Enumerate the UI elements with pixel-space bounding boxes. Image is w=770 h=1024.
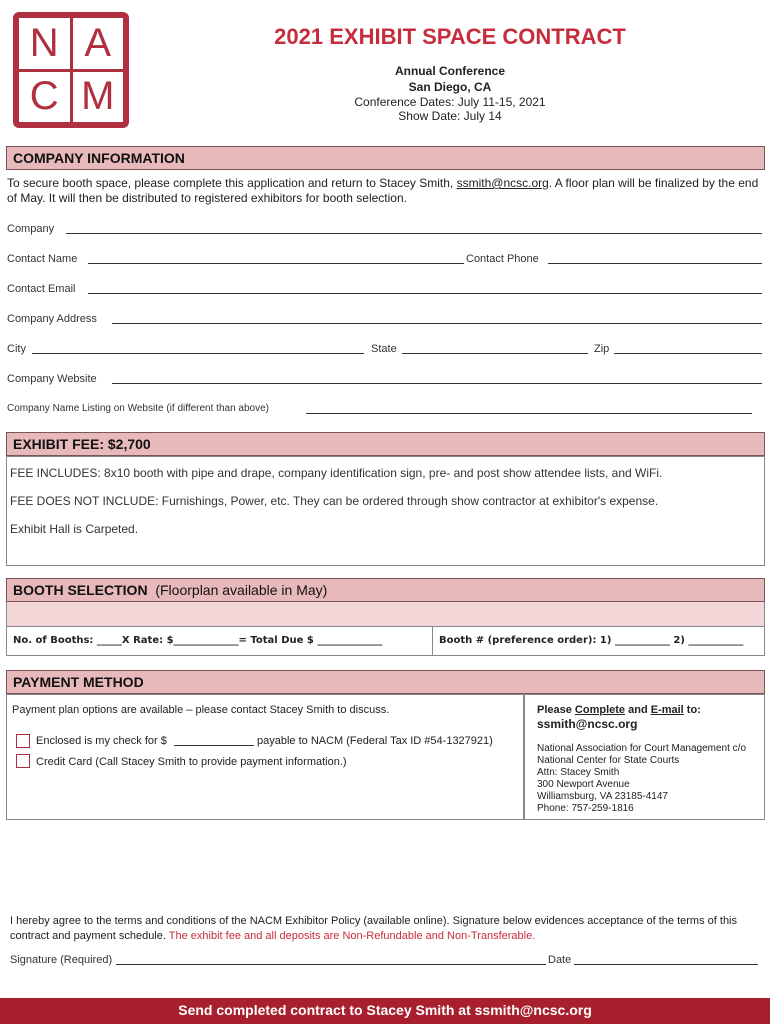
agreement-text <box>10 914 762 944</box>
contact-email-field[interactable] <box>88 293 762 294</box>
logo-cell <box>19 18 70 69</box>
check-amount-field[interactable] <box>174 745 254 746</box>
agreement-refund-notice: The exhibit fee and all deposits are Non-Refundable and Non-Transferable. <box>168 930 536 942</box>
check-checkbox[interactable] <box>16 734 30 748</box>
header-line-2: San Diego, CA <box>408 80 492 94</box>
booth-subbar <box>6 602 765 626</box>
company-field[interactable] <box>66 233 762 234</box>
payment-method-heading: PAYMENT METHOD <box>6 670 765 694</box>
company-info-heading: COMPANY INFORMATION <box>6 146 765 170</box>
contact-phone-field[interactable] <box>548 263 762 264</box>
signature-field[interactable] <box>116 964 546 965</box>
fee-excludes: FEE DOES NOT INCLUDE: Furnishings, Power, etc. They can be ordered through show contractor at exhibitor's expense. <box>10 494 659 508</box>
date-field[interactable] <box>574 964 758 965</box>
zip-label: Zip <box>594 343 610 355</box>
intro-email-link[interactable]: ssmith@ncsc.org <box>456 176 549 190</box>
booth-preference[interactable]: Booth # (preference order): 1) ___________ 2) ___________ <box>439 635 744 646</box>
signature-label: Signature (Required) <box>10 954 113 966</box>
zip-field[interactable] <box>614 353 762 354</box>
booth-calc[interactable]: No. of Booths: _____X Rate: $_____________= Total Due $ _____________ <box>7 627 433 655</box>
city-field[interactable] <box>32 353 364 354</box>
address-line-3: Attn: Stacey Smith <box>537 767 620 778</box>
company-address-label: Company Address <box>7 313 97 325</box>
listing-label: Company Name Listing on Website (if different than above) <box>7 403 269 414</box>
header-line-3: Conference Dates: July 11-15, 2021 <box>354 95 546 109</box>
booth-selection-heading <box>6 578 765 602</box>
logo-cell <box>73 72 124 123</box>
credit-card-text: Credit Card (Call Stacey Smith to provide payment information.) <box>36 756 347 768</box>
contact-name-field[interactable] <box>88 263 464 264</box>
address-line-1: National Association for Court Management c/o <box>537 743 746 754</box>
submit-email-link[interactable]: ssmith@ncsc.org <box>537 717 638 731</box>
logo-letter: A <box>84 20 112 65</box>
address-line-2: National Center for State Courts <box>537 755 680 766</box>
company-label: Company <box>7 223 55 235</box>
logo-letter: M <box>81 74 115 119</box>
document-title: 2021 EXHIBIT SPACE CONTRACT <box>274 24 626 49</box>
submit-email-word: E-mail <box>650 704 684 716</box>
agreement-body: I hereby agree to the terms and conditions of the NACM Exhibitor Policy (available online). Signature below evidences acceptance of the terms of this contract and payment schedule. <box>10 915 737 942</box>
exhibit-fee-heading: EXHIBIT FEE: $2,700 <box>6 432 765 456</box>
state-field[interactable] <box>402 353 588 354</box>
city-label: City <box>7 343 26 355</box>
nacm-logo <box>13 12 129 128</box>
company-intro <box>7 176 762 206</box>
logo-letter: C <box>29 74 59 119</box>
date-label: Date <box>548 954 572 966</box>
fee-includes: FEE INCLUDES: 8x10 booth with pipe and drape, company identification sign, pre- and post show attendee lists, and WiFi. <box>10 466 663 480</box>
booth-row <box>6 626 765 656</box>
submit-complete: Complete <box>574 704 626 716</box>
address-line-6: Phone: 757-259-1816 <box>537 803 634 814</box>
check-text-b: payable to NACM (Federal Tax ID #54-1327921) <box>257 735 493 747</box>
listing-field[interactable] <box>306 413 752 414</box>
credit-card-checkbox[interactable] <box>16 754 30 768</box>
submit-instructions <box>537 704 701 716</box>
contact-email-label: Contact Email <box>7 283 76 295</box>
intro-text-b: . A floor plan will be finalized by the end of May. It will then be distributed to registered exhibitors for booth selection. <box>7 176 759 205</box>
logo-cell <box>73 18 124 69</box>
booth-heading-text: BOOTH SELECTION <box>13 582 148 598</box>
logo-letter: N <box>29 20 59 65</box>
payment-plan-text: Payment plan options are available – please contact Stacey Smith to discuss. <box>12 704 390 716</box>
state-label: State <box>371 343 397 355</box>
submit-a: Please <box>537 704 575 716</box>
header-line-4: Show Date: July 14 <box>398 109 502 123</box>
company-address-field[interactable] <box>112 323 762 324</box>
header-line-1: Annual Conference <box>394 64 505 78</box>
address-line-4: 300 Newport Avenue <box>537 779 630 790</box>
booth-heading-note: (Floorplan available in May) <box>155 582 328 598</box>
fee-carpet: Exhibit Hall is Carpeted. <box>10 522 139 536</box>
submit-and: and <box>625 704 651 716</box>
company-website-field[interactable] <box>112 383 762 384</box>
address-line-5: Williamsburg, VA 23185-4147 <box>537 791 668 802</box>
intro-text-a: To secure booth space, please complete this application and return to Stacey Smith, <box>7 176 457 190</box>
submit-to: to: <box>683 704 701 716</box>
footer-banner: Send completed contract to Stacey Smith at ssmith@ncsc.org <box>0 998 770 1024</box>
company-website-label: Company Website <box>7 373 97 385</box>
logo-cell <box>19 72 70 123</box>
contact-phone-label: Contact Phone <box>466 253 539 265</box>
contact-name-label: Contact Name <box>7 253 78 265</box>
check-text-a: Enclosed is my check for $ <box>36 735 167 747</box>
